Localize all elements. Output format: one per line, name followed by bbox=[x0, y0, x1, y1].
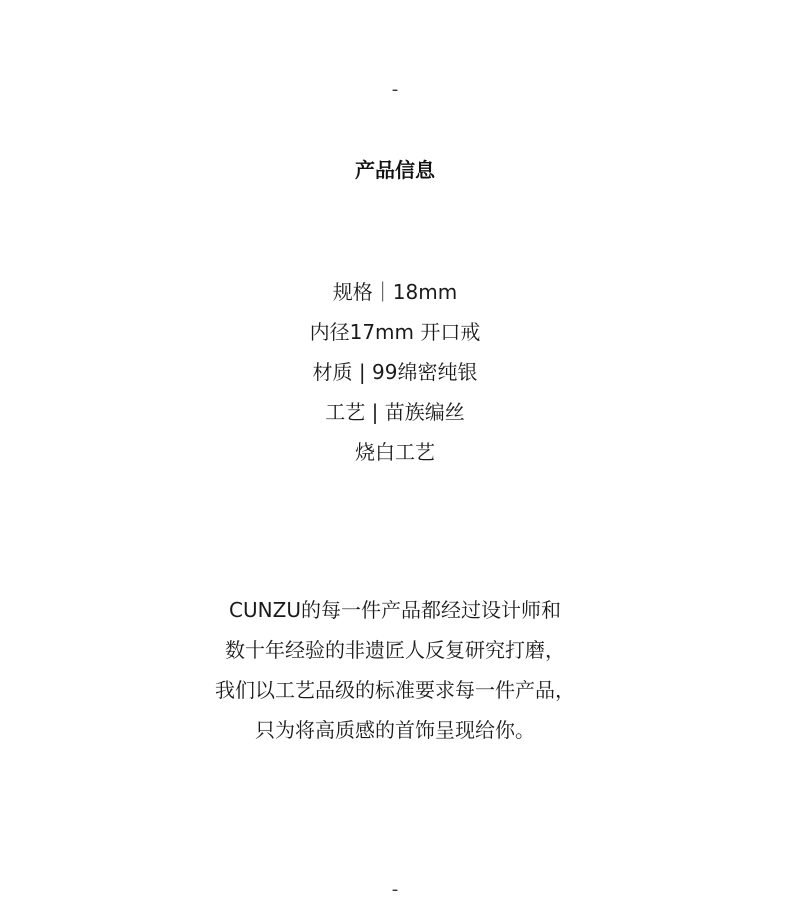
description-line: 数十年经验的非遗匠人反复研究打磨， bbox=[225, 638, 565, 662]
spec-size: 规格｜18mm bbox=[332, 280, 458, 304]
spec-finish: 烧白工艺 bbox=[355, 440, 435, 464]
spec-craft: 工艺 | 苗族编丝 bbox=[325, 400, 465, 424]
bottom-separator: - bbox=[391, 879, 399, 900]
top-separator: - bbox=[391, 79, 399, 100]
spec-list bbox=[0, 272, 790, 472]
spec-material: 材质 | 99绵密纯银 bbox=[312, 360, 478, 384]
description-line: 我们以工艺品级的标准要求每一件产品， bbox=[215, 678, 575, 702]
description-line: CUNZU的每一件产品都经过设计师和 bbox=[229, 598, 561, 622]
brand-description bbox=[0, 590, 790, 750]
description-line: 只为将高质感的首饰呈现给你。 bbox=[255, 718, 535, 742]
spec-inner-diameter: 内径17mm 开口戒 bbox=[309, 320, 481, 344]
section-title: 产品信息 bbox=[355, 158, 435, 182]
